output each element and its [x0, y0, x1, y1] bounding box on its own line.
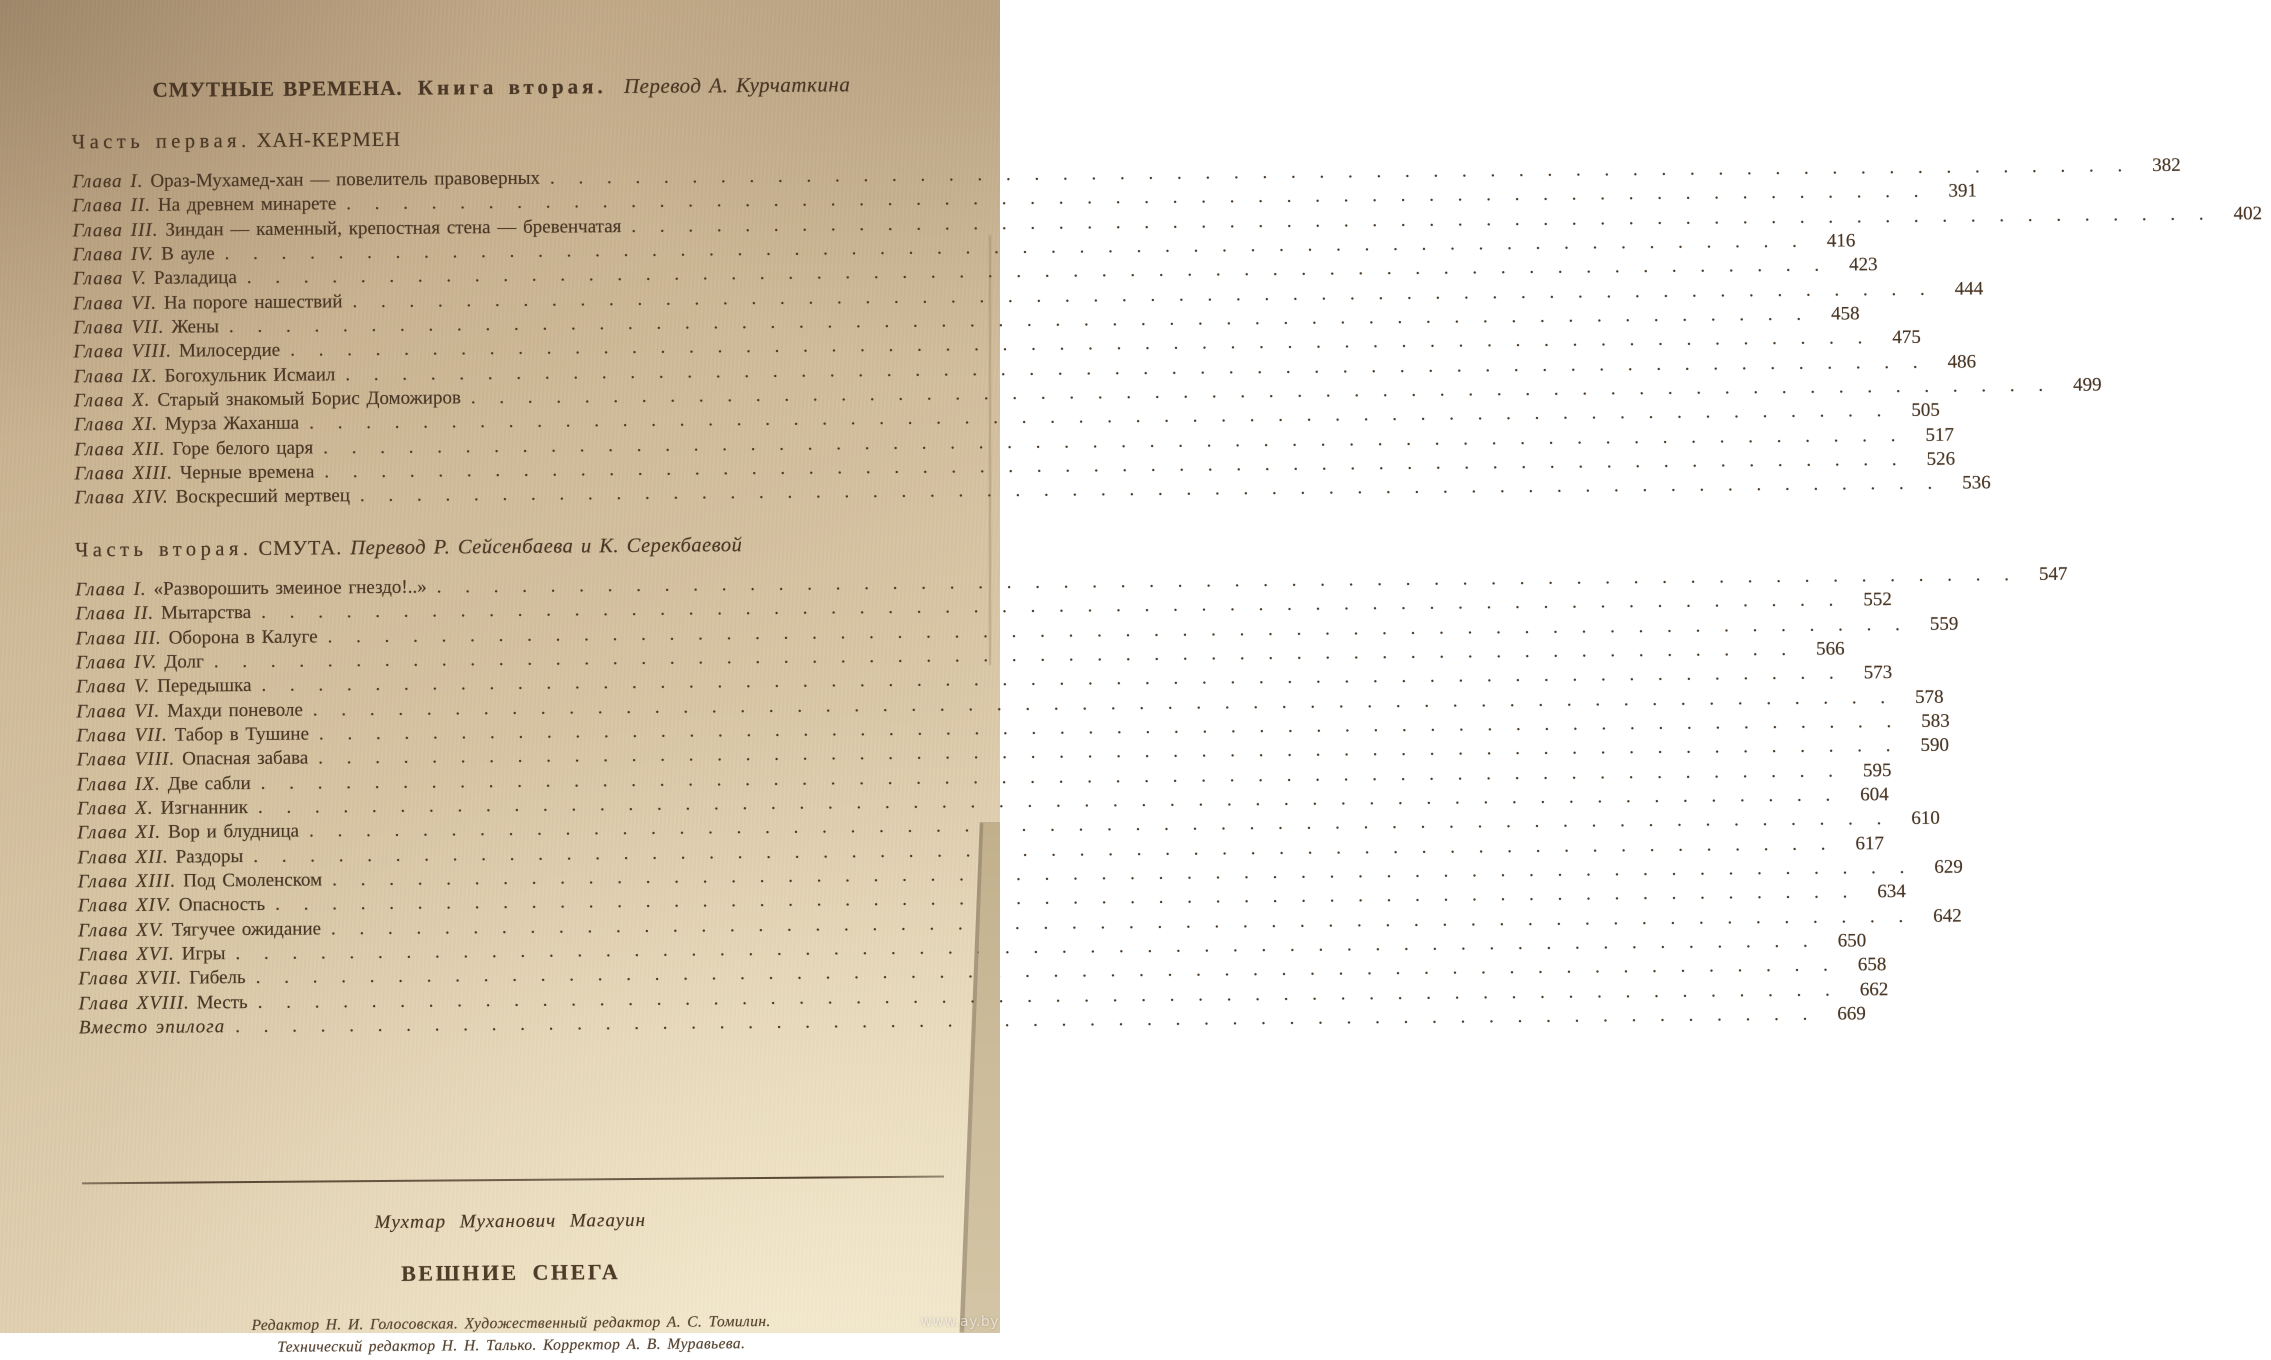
chapter-label: Глава XI. — [77, 821, 162, 844]
chapter-label: Глава VI. — [76, 700, 161, 722]
part-title: ХАН-КЕРМЕН — [256, 128, 402, 152]
chapter-page-number: 382 — [2152, 154, 2181, 177]
chapter-title: Оборона в Калуге — [168, 625, 318, 649]
chapter-label: Глава IX. — [76, 773, 161, 795]
chapter-page-number: 416 — [1826, 230, 1856, 252]
part-translator: Перевод Р. Сейсенбаева и К. Серекбаевой — [350, 533, 743, 560]
chapter-title: Мурза Жаханша — [164, 413, 300, 436]
chapter-label: Глава III. — [75, 627, 162, 649]
chapter-page-number: 423 — [1848, 254, 1878, 276]
chapter-title: Черные времена — [179, 461, 315, 484]
chapter-label: Глава II. — [75, 602, 155, 625]
chapter-page-number: 444 — [1954, 278, 1984, 300]
chapter-page-number: 669 — [1837, 1003, 1866, 1025]
chapter-page-number: 391 — [1948, 180, 1978, 202]
chapter-title: Зиндан — каменный, крепостная стена — бревенчатая — [165, 215, 622, 241]
chapter-page-number: 642 — [1933, 905, 1962, 927]
chapter-page-number: 617 — [1855, 832, 1885, 854]
chapter-title: Вор и блудница — [168, 820, 300, 843]
chapter-page-number: 475 — [1892, 327, 1921, 349]
chapter-label: Глава IX. — [73, 365, 158, 388]
chapter-title: Тягучее ожидание — [171, 918, 322, 941]
part-title: СМУТА. — [258, 537, 343, 560]
part-header — [75, 530, 935, 564]
chapter-title: Милосердие — [178, 340, 281, 362]
chapter-title: В ауле — [161, 243, 215, 265]
chapter-page-number: 402 — [2233, 202, 2263, 225]
chapter-title: «Разворошить змеиное гнездо!..» — [153, 576, 427, 600]
chapter-label: Глава XIII. — [74, 462, 174, 485]
watermark: www.ay.by — [920, 1314, 999, 1330]
chapter-label: Глава XIV. — [74, 487, 169, 509]
chapter-page-number: 662 — [1859, 978, 1889, 1001]
chapter-title: Махди поневоле — [167, 699, 303, 722]
chapter-page-number: 559 — [1929, 613, 1959, 635]
chapter-label: Глава V. — [76, 675, 151, 698]
chapter-page-number: 566 — [1815, 638, 1845, 660]
chapter-page-number: 634 — [1877, 881, 1906, 903]
chapter-label: Глава XIII. — [77, 870, 177, 893]
chapter-label: Вместо эпилога — [78, 1016, 226, 1039]
chapter-label: Глава X. — [76, 797, 154, 820]
chapter-page-number: 590 — [1920, 734, 1950, 757]
book-translator: Перевод А. Курчаткина — [623, 72, 851, 99]
chapter-page-number: 610 — [1911, 807, 1940, 830]
chapter-title: Две сабли — [167, 772, 251, 795]
chapter-title: Игры — [181, 943, 226, 965]
chapter-title: На пороге нашествий — [163, 290, 343, 314]
chapter-page-number: 458 — [1831, 303, 1860, 325]
chapter-title: Опасная забава — [182, 747, 309, 770]
chapter-title: Горе белого царя — [172, 437, 314, 460]
chapter-title: Старый знакомый Борис Доможиров — [157, 387, 461, 411]
book-title-line — [71, 71, 931, 104]
chapter-label: Глава VII. — [76, 724, 168, 747]
chapter-title: Раздоры — [175, 845, 244, 868]
chapter-title: Изгнанник — [160, 796, 249, 819]
credits-line: Технический редактор Н. Н. Талько. Корректор А. В. Муравьева. — [277, 1334, 746, 1356]
chapter-label: Глава XVI. — [78, 943, 175, 966]
chapter-page-number: 547 — [2038, 563, 2068, 585]
part-label: Часть первая. — [71, 129, 251, 154]
chapter-label: Глава IV. — [72, 243, 155, 266]
chapter-page-number: 578 — [1914, 686, 1944, 708]
chapter-label: Глава XVII. — [78, 967, 183, 990]
chapter-page-number: 486 — [1947, 351, 1977, 373]
author-name: Мухтар Муханович Магауин — [374, 1210, 647, 1234]
chapter-label: Глава VIII. — [73, 340, 173, 363]
chapter-title: Разладица — [153, 267, 237, 290]
chapter-title: Богохульник Исмаил — [164, 364, 336, 387]
chapter-label: Глава XV. — [77, 919, 165, 941]
chapter-label: Глава VI. — [73, 292, 158, 315]
chapter-page-number: 573 — [1863, 662, 1893, 684]
table-of-contents — [71, 123, 2263, 1041]
chapter-title: Долг — [164, 651, 204, 673]
book-title: СМУТНЫЕ ВРЕМЕНА. — [152, 75, 403, 102]
part-label: Часть вторая. — [74, 537, 253, 562]
chapter-title: Ораз-Мухамед-хан — повелитель правоверных — [150, 167, 541, 192]
chapter-title: Жены — [171, 316, 220, 338]
chapter-page-number: 536 — [1962, 472, 1991, 495]
chapter-page-number: 499 — [2072, 374, 2102, 396]
chapter-title: Опасность — [178, 894, 266, 916]
credits-line: Редактор Н. И. Голосовская. Художественный редактор А. С. Томилин. — [251, 1313, 771, 1335]
credits-block — [81, 1310, 941, 1360]
chapter-page-number: 595 — [1862, 759, 1892, 781]
chapter-label: Глава XII. — [77, 846, 169, 868]
chapter-title: Табор в Тушине — [174, 723, 310, 746]
chapter-label: Глава XIV. — [77, 894, 172, 917]
chapter-page-number: 552 — [1863, 589, 1892, 611]
chapter-page-number: 650 — [1837, 930, 1867, 952]
chapter-label: Глава IV. — [75, 651, 158, 674]
chapter-page-number: 604 — [1860, 784, 1889, 806]
chapter-page-number: 505 — [1911, 400, 1940, 422]
chapter-label: Глава III. — [72, 219, 159, 242]
chapter-label: Глава I. — [75, 578, 147, 601]
horizontal-rule — [82, 1176, 944, 1185]
colophon-book-title: ВЕШНИЕ СНЕГА — [401, 1259, 621, 1287]
chapter-title: Воскресший мертвец — [175, 485, 351, 509]
chapter-title: Под Смоленском — [183, 869, 323, 892]
chapter-label: Глава XII. — [74, 438, 166, 461]
chapter-title: Мытарства — [161, 602, 252, 624]
chapter-label: Глава XVIII. — [78, 992, 190, 1014]
chapter-page-number: 583 — [1921, 710, 1950, 732]
book-subtitle: Книга вторая. — [417, 74, 607, 100]
chapter-page-number: 658 — [1857, 954, 1887, 976]
chapter-title: Гибель — [189, 967, 246, 989]
chapter-page-number: 629 — [1934, 856, 1963, 878]
chapter-page-number: 517 — [1925, 424, 1954, 446]
chapter-title: Передышка — [157, 675, 252, 697]
chapter-label: Глава I. — [72, 170, 144, 193]
chapter-label: Глава XI. — [73, 414, 159, 436]
chapter-label: Глава V. — [72, 268, 148, 290]
chapter-label: Глава X. — [73, 389, 151, 412]
chapter-label: Глава II. — [72, 195, 152, 217]
chapter-label: Глава VII. — [73, 316, 165, 339]
chapter-page-number: 526 — [1926, 448, 1956, 470]
chapter-title: Месть — [196, 991, 248, 1014]
page-crease — [989, 235, 991, 665]
chapter-label: Глава VIII. — [76, 748, 176, 771]
chapter-title: На древнем минарете — [157, 193, 337, 217]
part-header — [72, 123, 932, 157]
